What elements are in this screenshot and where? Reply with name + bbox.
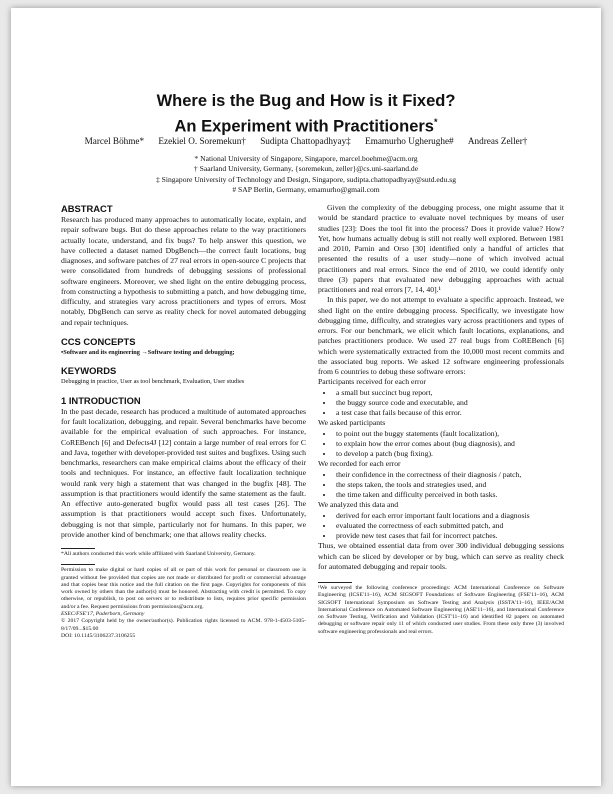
affiliation: ‡ Singapore University of Technology and Design, Singapore, sudipta.chattopadhyay@sutd.edu.sg <box>155 174 457 184</box>
title-line-2: An Experiment with Practitioners* <box>174 117 438 136</box>
affiliation: # SAP Berlin, Germany, emamurho@gmail.com <box>232 184 380 194</box>
abstract-heading: ABSTRACT <box>61 203 113 214</box>
list-item: • the buggy source code and executable, and <box>334 398 564 408</box>
right-paragraph-3: Thus, we obtained essential data from over 300 individual debugging sessions which can be sliced by developer or by bug, which can serve as reality check for automated debugging and repair tools. <box>318 541 564 571</box>
received-lead: Participants received for each error <box>318 377 426 387</box>
affiliations <box>11 154 601 195</box>
list-item: • to point out the buggy statements (fault localization), <box>334 429 564 439</box>
affiliation: * National University of Singapore, Singapore, marcel.boehme@acm.org <box>194 154 418 163</box>
right-paragraph-2: In this paper, we do not attempt to evaluate a specific approach. Instead, we shed light on the entire debugging process. Specifically, we investigate how debugging time, difficulty, and strategies vary across practitioners and types of errors. For our benchmark, we elicit which fault locations, explanations, and patches practitioners produce. We used 27 real bugs from CoREBench [6] which were systematically extracted from the 10,000 most recent commits and the associated bug reports. We asked 12 software engineering professionals from 6 countries to debug these software errors: <box>318 295 564 376</box>
affiliation: † Saarland University, Germany, {soremekun, zeller}@cs.uni-saarland.de <box>193 164 419 174</box>
list-item: • a test case that fails because of this error. <box>334 408 564 418</box>
paper-title <box>11 91 601 138</box>
footnote-rule <box>61 548 95 549</box>
list-item: • evaluated the correctness of each submitted patch, and <box>334 521 564 531</box>
footnote-left: *All authors conducted this work while affiliated with Saarland University, Germany. <box>61 551 256 557</box>
footnote-right: ¹We surveyed the following conference proceedings: ACM International Conference on Software Engineering (ICSE'11–16), ACM SIGSOFT Foundations of Software Engineering (FSE'11–16), ACM SIGSOFT International Symposium on Software Testing and Analysis (ISSTA'11–16), IEEE/ACM International Conference on Automated Software Engineering (ASE'11–16), and International Conference on Software Testing, Verification and Validation (ICST'11–16) and identified 82 papers on automated debugging or software repair only 11 of which conducted user studies. From these only three (3) involved software engineering professionals and real errors. <box>318 585 564 635</box>
author: Ezekiel O. Soremekun† <box>158 136 246 146</box>
author: Marcel Böhme* <box>84 136 145 146</box>
asked-lead: We asked participants <box>318 418 386 428</box>
left-column <box>61 203 306 640</box>
received-list <box>318 388 564 419</box>
intro-text: In the past decade, research has produced a multitude of automated approaches for fault localization, debugging, and repair. Several benchmarks have become available for the empirical evaluation of such approaches. For instance, CoREBench [6] and Defects4J [12] contain a large number of real errors for C and Java, together with developer-provided test suites and bugfixes. Using such benchmarks, researchers can make empirical claims about the efficacy of their tools and techniques. For instance, an effective fault localization technique would rank very high a statement that was changed in the bugfix [48]. The assumption is that practitioners would identify the same statement as the fault. An effective auto-generated bugfix would pass all test cases [26]. The assumption is that practitioners would accept such fixes. Unfortunately, debugging is not that simple, particularly not for humans. In this paper, we provide another kind of benchmark; one that allows reality checks. <box>61 406 306 539</box>
venue: ESEC/FSE'17, Paderborn, Germany <box>61 611 145 618</box>
right-paragraph-1: Given the complexity of the debugging process, one might assume that it would be standard practice to evaluate novel techniques by means of user studies [23]: Does the tool fit into the process? Does it provide value? How? Yet, how humans actually debug is still not really well explored. Between 1981 and 2010, Parnin and Orso [30] identified only a handful of articles that presented the results of a user study—none of which involved actual practitioners and real errors. Since the end of 2010, we could identify only three (3) papers that evaluated new debugging approaches with actual practitioners and real errors [7, 14, 40].¹ <box>318 203 564 294</box>
copyright: © 2017 Copyright held by the owner/author(s). Publication rights licensed to ACM. 978-1-4503-5105-8/17/09...$15.00 <box>61 618 306 632</box>
list-item: • derived for each error important fault locations and a diagnosis <box>334 511 564 521</box>
keywords-text: Debugging in practice, User as tool benchmark, Evaluation, User studies <box>61 377 245 385</box>
list-item: • their confidence in the correctness of their diagnosis / patch, <box>334 470 564 480</box>
analyzed-list <box>318 511 564 542</box>
author: Emamurho Ugherughe# <box>365 136 454 146</box>
right-column <box>318 203 564 636</box>
author-list <box>11 136 601 146</box>
footnote-rule-right <box>318 582 352 583</box>
permission-rule <box>61 564 95 565</box>
title-line-1: Where is the Bug and How is it Fixed? <box>156 92 456 110</box>
author: Andreas Zeller† <box>467 136 528 146</box>
list-item: • the steps taken, the tools and strategies used, and <box>334 480 564 490</box>
abstract-text: Research has produced many approaches to automatically locate, explain, and repair software bugs. But do these approaches relate to the way practitioners actually locate, understand, and fix bugs? To help answer this question, we have collected a dataset named DbgBench—the correct fault locations, bug diagnoses, and software patches of 27 real errors in open-source C projects that were consolidated from hundreds of debugging sessions of professional software engineers. Moreover, we shed light on the entire debugging process, from constructing a hypothesis to submitting a patch, and how debugging time, difficulty, and strategies vary across practitioners and types of errors. Most notably, DbgBench can serve as reality check for novel automated debugging and repair techniques. <box>61 215 306 327</box>
list-item: • to develop a patch (bug fixing). <box>334 449 564 459</box>
list-item: • a small but succinct bug report, <box>334 388 564 398</box>
author: Sudipta Chattopadhyay‡ <box>260 136 351 146</box>
list-item: • to explain how the error comes about (bug diagnosis), and <box>334 439 564 449</box>
list-item: • the time taken and difficulty perceived in both tasks. <box>334 490 564 500</box>
keywords-heading: KEYWORDS <box>61 364 117 376</box>
analyzed-lead: We analyzed this data and <box>318 500 399 510</box>
asked-list <box>318 429 564 460</box>
ccs-heading: CCS CONCEPTS <box>61 335 136 347</box>
paper-page <box>11 8 601 786</box>
list-item: • provide new test cases that fail for incorrect patches. <box>334 531 564 541</box>
intro-heading: 1 INTRODUCTION <box>61 394 141 406</box>
doi: DOI: 10.1145/3106237.3106255 <box>61 632 136 639</box>
title-footnote-mark: * <box>433 117 438 127</box>
recorded-list <box>318 470 564 501</box>
ccs-text: •Software and its engineering →Software testing and debugging; <box>61 348 235 356</box>
recorded-lead: We recorded for each error <box>318 459 401 469</box>
permission-notice: Permission to make digital or hard copies of all or part of this work for personal or classroom use is granted without fee provided that copies are not made or distributed for profit or commercial advantage and that copies bear this notice and the full citation on the first page. Copyrights for components of this work owned by others than the author(s) must be honored. Abstracting with credit is permitted. To copy otherwise, or republish, to post on servers or to redistribute to lists, requires prior specific permission and/or a fee. Request permissions from permissions@acm.org. <box>61 567 306 610</box>
